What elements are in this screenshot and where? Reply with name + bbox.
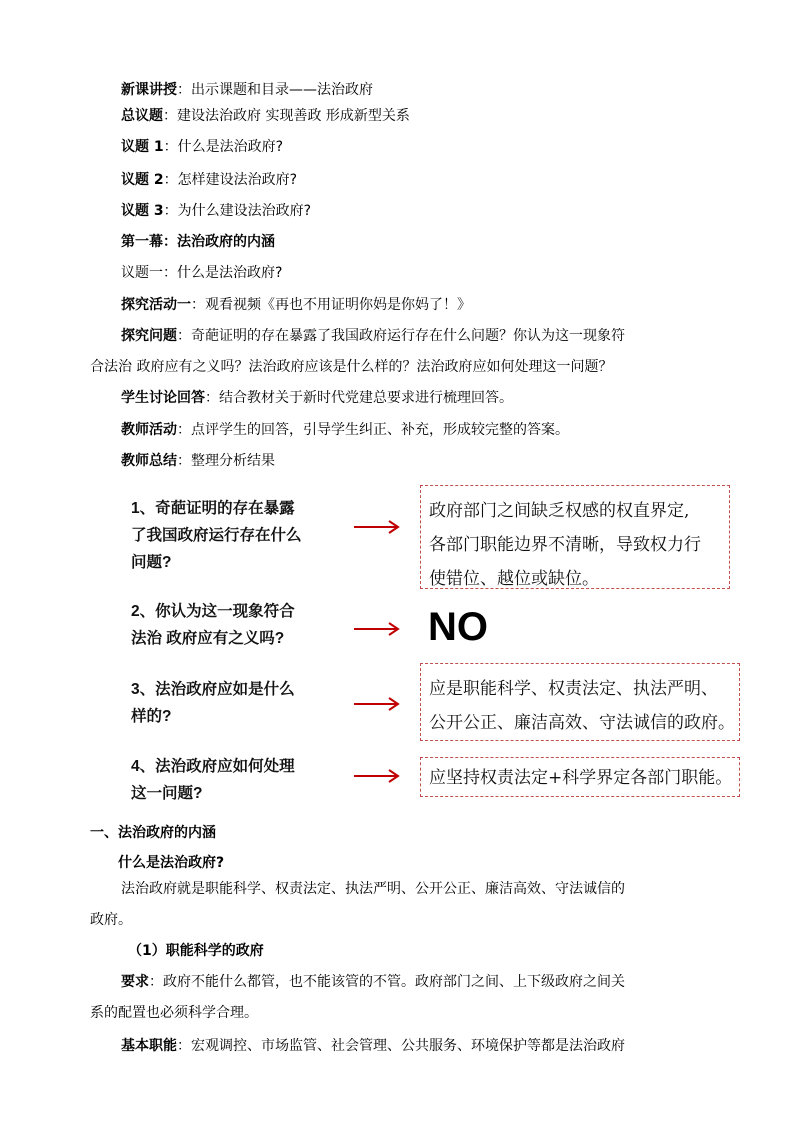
text: ：怎样建设法治政府? bbox=[163, 172, 298, 188]
answer-line: 应坚持权责法定+科学界定各部门职能。 bbox=[429, 768, 733, 788]
intro-line-topic-1 bbox=[121, 137, 283, 157]
section-heading: 一、法治政府的内涵 bbox=[90, 825, 216, 841]
text: ：政府不能什么都管，也不能该管的不管。政府部门之间、上下级政府之间关 bbox=[149, 974, 625, 990]
activity-line bbox=[121, 295, 471, 315]
text: ：点评学生的回答，引导学生纠正、补充，形成较完整的答案。 bbox=[177, 422, 569, 438]
teacher-activity-line bbox=[121, 420, 569, 440]
question-line: 这一问题? bbox=[131, 785, 203, 802]
intro-line-new-lesson bbox=[121, 80, 373, 100]
text: ：建设法治政府 实现善政 形成新型关系 bbox=[163, 108, 410, 124]
arrow-right-icon bbox=[353, 697, 401, 711]
diagram-question-4 bbox=[131, 753, 295, 807]
question-line: 4、法治政府应如何处理 bbox=[131, 758, 295, 775]
arrow-right-icon bbox=[353, 622, 401, 636]
question-line: 2、你认为这一现象符合 bbox=[131, 603, 295, 620]
answer-line: 各部门职能边界不清晰，导致权力行 bbox=[429, 535, 701, 555]
question-line: 样的? bbox=[131, 708, 172, 725]
answer-line: 应是职能科学、权责法定、执法严明、 bbox=[429, 679, 718, 699]
requirement-paragraph-line-2: 系的配置也必须科学合理。 bbox=[90, 1005, 258, 1021]
question-line: 法治 政府应有之义吗? bbox=[131, 630, 285, 647]
answer-line: 政府部门之间缺乏权感的权直界定, bbox=[429, 501, 690, 521]
diagram-answer-3-box bbox=[420, 663, 740, 741]
text: ：什么是法治政府? bbox=[163, 139, 284, 155]
text: ：整理分析结果 bbox=[177, 453, 275, 469]
definition-paragraph-line-2: 政府。 bbox=[90, 912, 132, 928]
diagram-question-1 bbox=[131, 495, 302, 576]
basic-functions-line bbox=[121, 1036, 625, 1056]
text: ：奇葩证明的存在暴露了我国政府运行存在什么问题？你认为这一现象符 bbox=[177, 328, 625, 344]
label: 基本职能 bbox=[121, 1038, 177, 1054]
teacher-summary-line bbox=[121, 451, 275, 471]
question-line: 1、奇葩证明的存在暴露 bbox=[131, 500, 295, 517]
requirement-paragraph-line-1 bbox=[121, 972, 625, 992]
label: 议题 1 bbox=[121, 139, 164, 155]
question-line-cont: 合法治 政府应有之义吗？法治政府应该是什么样的？法治政府应如何处理这一问题？ bbox=[90, 359, 613, 375]
definition-paragraph-line-1: 法治政府就是职能科学、权责法定、执法严明、公开公正、廉洁高效、守法诚信的 bbox=[121, 881, 625, 897]
answer-line: 使错位、越位或缺位。 bbox=[429, 569, 599, 589]
question-line: 了我国政府运行存在什么 bbox=[131, 527, 302, 544]
label: 教师活动 bbox=[121, 422, 177, 438]
label: 新课讲授 bbox=[121, 82, 177, 98]
diagram-question-2 bbox=[131, 598, 295, 652]
topic-one-line: 议题一：什么是法治政府? bbox=[121, 265, 283, 281]
intro-line-topic-2 bbox=[121, 170, 297, 190]
student-discussion-line bbox=[121, 388, 513, 408]
diagram-question-3 bbox=[131, 676, 295, 730]
label: 议题 2 bbox=[121, 172, 164, 188]
diagram-answer-1-box bbox=[420, 485, 730, 589]
label: 要求 bbox=[121, 974, 149, 990]
intro-line-main-topic bbox=[121, 106, 410, 126]
label: 议题 3 bbox=[121, 203, 164, 219]
label: 探究活动一 bbox=[121, 297, 191, 313]
label: 学生讨论回答 bbox=[121, 390, 205, 406]
question-line bbox=[121, 326, 625, 346]
diagram-answer-2: NO bbox=[428, 605, 488, 649]
question-line: 问题? bbox=[131, 554, 172, 571]
question-line: 3、法治政府应如是什么 bbox=[131, 681, 295, 698]
arrow-right-icon bbox=[353, 769, 401, 783]
text: ：为什么建设法治政府? bbox=[163, 203, 312, 219]
text: ：宏观调控、市场监管、社会管理、公共服务、环境保护等都是法治政府 bbox=[177, 1038, 625, 1054]
point-heading: （1）职能科学的政府 bbox=[128, 943, 264, 959]
text: ：观看视频《再也不用证明你妈是你妈了！》 bbox=[191, 297, 471, 313]
act-one-heading: 第一幕：法治政府的内涵 bbox=[121, 234, 275, 250]
answer-line: 公开公正、廉洁高效、守法诚信的政府。 bbox=[429, 713, 735, 733]
label: 教师总结 bbox=[121, 453, 177, 469]
arrow-right-icon bbox=[353, 520, 401, 534]
text: ：出示课题和目录——法治政府 bbox=[177, 82, 373, 98]
label: 总议题 bbox=[121, 108, 163, 124]
subsection-heading: 什么是法治政府? bbox=[118, 855, 225, 871]
intro-line-topic-3 bbox=[121, 201, 311, 221]
text: ：结合教材关于新时代党建总要求进行梳理回答。 bbox=[205, 390, 513, 406]
label: 探究问题 bbox=[121, 328, 177, 344]
diagram-answer-4-box bbox=[420, 757, 740, 797]
